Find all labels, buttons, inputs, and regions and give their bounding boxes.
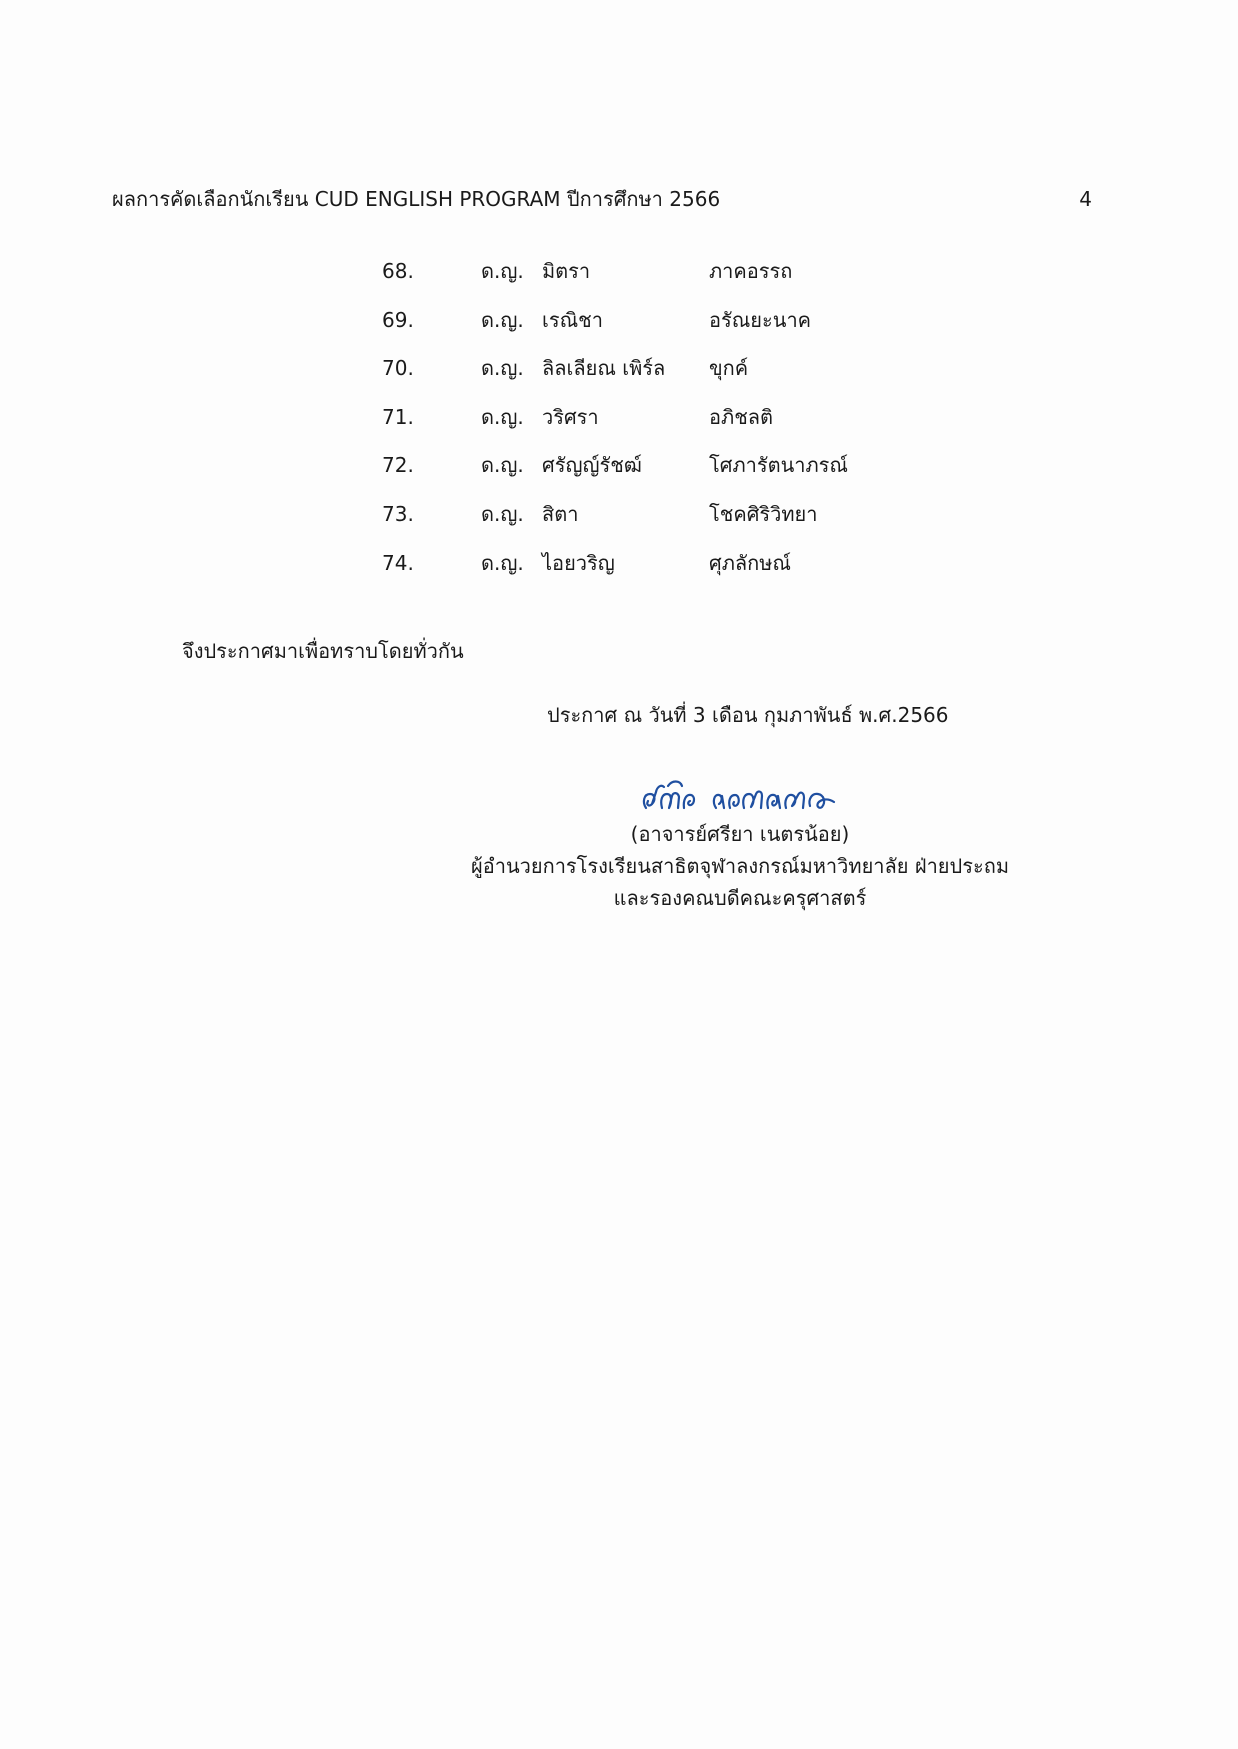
name-title: ด.ญ. [481, 550, 524, 575]
page-header [112, 184, 1092, 214]
last-name: ศุภลักษณ์ [709, 550, 791, 575]
item-number: 74. [382, 550, 414, 575]
list-item [382, 353, 942, 402]
list-item [382, 305, 942, 354]
first-name: ลิลเลียณ เพิร์ล [542, 356, 666, 381]
first-name: เรณิชา [542, 307, 603, 332]
name-title: ด.ญ. [481, 307, 524, 332]
first-name: มิตรา [542, 259, 591, 283]
closing-statement: จึงประกาศมาเพื่อทราบโดยทั่วกัน [182, 639, 464, 663]
header-title: ผลการคัดเลือกนักเรียน CUD ENGLISH PROGRAM ปีการศึกษา 2566 [112, 187, 721, 211]
last-name: โชคศิริวิทยา [709, 501, 818, 526]
last-name: ภาคอรรถ [709, 259, 793, 283]
handwritten-signature [638, 772, 846, 822]
first-name: วริศรา [542, 404, 599, 429]
list-item [382, 450, 942, 499]
list-item [382, 256, 942, 305]
name-title: ด.ญ. [481, 259, 524, 283]
name-title: ด.ญ. [481, 356, 524, 381]
last-name: อรัณยะนาค [709, 307, 812, 332]
signatory-position: ผู้อำนวยการโรงเรียนสาธิตจุฬาลงกรณ์มหาวิทยาลัย ฝ่ายประถม [471, 854, 1009, 878]
student-list [382, 256, 942, 596]
item-number: 73. [382, 501, 414, 526]
first-name: ไอยวริญ [542, 550, 615, 575]
list-item [382, 402, 942, 451]
signatory-position-secondary: และรองคณบดีคณะครุศาสตร์ [613, 886, 867, 910]
name-title: ด.ญ. [481, 501, 524, 526]
signatory-block [440, 818, 1040, 914]
first-name: สิตา [542, 501, 579, 526]
name-title: ด.ญ. [481, 453, 524, 478]
page-number: 4 [1079, 187, 1092, 211]
signature-strokes [644, 782, 834, 809]
announcement-date: ประกาศ ณ วันที่ 3 เดือน กุมภาพันธ์ พ.ศ.2566 [547, 703, 949, 727]
first-name: ศรัญญ์รัชฒ์ [542, 453, 642, 478]
signatory-name: (อาจารย์ศรียา เนตรน้อย) [630, 822, 850, 846]
item-number: 71. [382, 404, 414, 429]
item-number: 70. [382, 356, 414, 381]
last-name: โศภารัตนาภรณ์ [709, 453, 848, 478]
last-name: ขุกค์ [709, 356, 749, 381]
name-title: ด.ญ. [481, 404, 524, 429]
item-number: 72. [382, 453, 414, 478]
list-item [382, 548, 942, 597]
last-name: อภิชลติ [709, 404, 774, 429]
list-item [382, 499, 942, 548]
item-number: 68. [382, 259, 414, 283]
item-number: 69. [382, 307, 414, 332]
